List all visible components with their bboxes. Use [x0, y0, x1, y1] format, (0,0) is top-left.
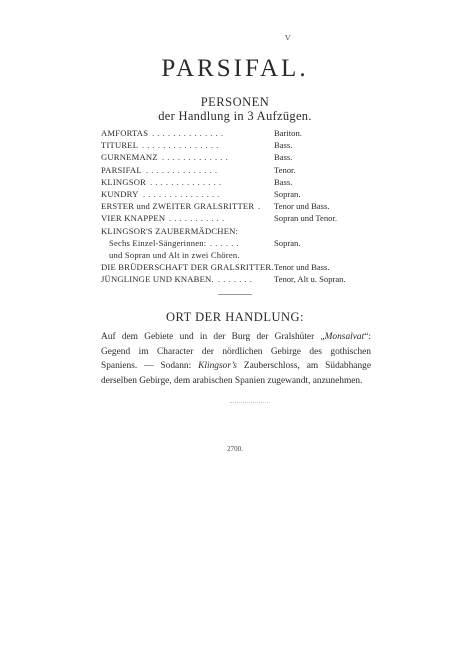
leader-dots: .	[258, 201, 261, 212]
cast-voice: Sopran.	[274, 237, 301, 248]
cast-name: JÜNGLINGE UND KNABEN.	[101, 274, 214, 285]
cast-voice: Tenor und Bass.	[274, 262, 330, 273]
printer-mark: ⱽ	[285, 33, 291, 47]
leader-dots: . . . . . . .	[218, 274, 253, 285]
italic-name: Monsalvat	[324, 332, 365, 342]
cast-name: PARSIFAL	[101, 164, 142, 175]
italic-name: Klingsor’s	[198, 361, 237, 372]
ort-line: derselben Gebirge, dem arabischen Spanien zugewandt, anzunehmen.	[101, 375, 363, 386]
ort-line: Gegend im Character der nördlichen Gebirge des gothischen	[101, 346, 371, 357]
cast-row	[101, 127, 401, 139]
cast-row	[101, 249, 401, 261]
cast-voice: Sopran.	[274, 188, 301, 199]
cast-row	[101, 225, 401, 237]
leader-dots: . . . . . . . . . . . . . .	[150, 176, 222, 187]
cast-name: DIE BRÜDERSCHAFT DER GRALSRITTER.	[101, 262, 274, 273]
ort-paragraph	[101, 330, 371, 388]
page-title: PARSIFAL.	[161, 55, 309, 82]
cast-name: TITUREL	[101, 140, 139, 151]
cast-row	[101, 176, 401, 188]
ort-line: Auf dem Gebiete und in der Burg der Gralshüter „Monsalvat“:	[101, 332, 371, 342]
cast-voice: Bass.	[274, 176, 293, 187]
leader-dots: . . . . . . . . . . . . .	[162, 152, 229, 163]
cast-voice: Tenor, Alt u. Sopran.	[274, 274, 346, 285]
leader-dots: . . . . . . . . . . . . . . .	[143, 188, 220, 199]
cast-name: ERSTER und ZWEITER GRALSRITTER	[101, 201, 255, 212]
cast-row	[101, 237, 401, 249]
ort-line: Spaniens. — Sodann: Klingsor’s Zauberschloss, am Südabhange	[101, 361, 371, 372]
cast-name: und Sopran und Alt in zwei Chören.	[109, 249, 240, 260]
cast-voice: Tenor und Bass.	[274, 201, 330, 212]
cast-name: Sechs Einzel-Sängerinnen:	[109, 237, 207, 248]
personen-subheading: der Handlung in 3 Aufzügen.	[158, 109, 312, 123]
faint-rule	[230, 402, 270, 403]
cast-row	[101, 139, 401, 151]
cast-row	[101, 261, 401, 273]
leader-dots: . . . . . . . . . . . . . .	[152, 128, 224, 138]
cast-voice: Bass.	[274, 152, 293, 163]
leader-dots: . . . . . . . . . . . . . . .	[142, 140, 219, 151]
cast-name: GURNEMANZ	[101, 152, 158, 163]
ort-heading: ORT DER HANDLUNG:	[165, 310, 305, 324]
cast-row	[101, 273, 401, 285]
section-divider	[218, 294, 252, 295]
page-number: 2700.	[227, 445, 243, 453]
cast-voice: Bass.	[274, 140, 293, 151]
leader-dots: . . . . . . . . . . .	[169, 213, 225, 224]
cast-name: VIER KNAPPEN	[101, 213, 166, 224]
cast-row	[101, 164, 401, 176]
cast-row	[101, 212, 401, 224]
cast-name: AMFORTAS	[101, 128, 149, 138]
cast-voice: Bariton.	[274, 128, 302, 138]
cast-name: KLINGSOR'S ZAUBERMÄDCHEN:	[101, 225, 239, 236]
personen-heading: PERSONEN	[200, 95, 270, 109]
cast-row	[101, 151, 401, 163]
cast-voice: Tenor.	[274, 164, 296, 175]
cast-row	[101, 188, 401, 200]
leader-dots: . . . . . .	[210, 237, 240, 248]
cast-name: KLINGSOR	[101, 176, 147, 187]
cast-voice: Sopran und Tenor.	[274, 213, 337, 224]
cast-name: KUNDRY	[101, 188, 139, 199]
cast-row	[101, 200, 401, 212]
cast-list	[101, 127, 401, 285]
leader-dots: . . . . . . . . . . . . . .	[146, 164, 218, 175]
